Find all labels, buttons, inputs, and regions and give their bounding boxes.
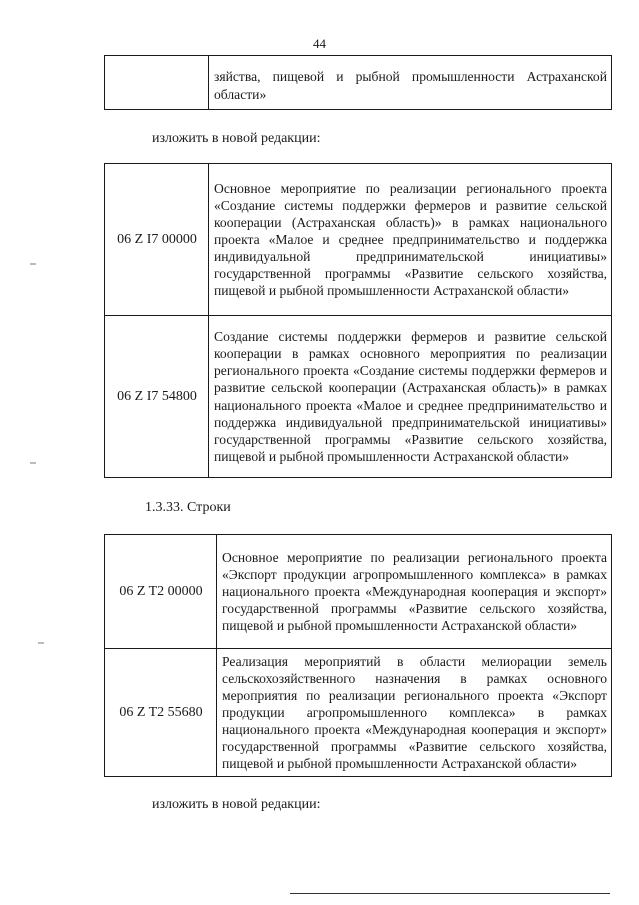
table-row [105,649,612,777]
description-cell: Создание системы поддержки фермеров и развитие сельской кооперации в рамках основного мероприятия по реализации регионального проекта «Создание системы поддержки фермеров и развитие сельской кооперации (Астраханская область)» в рамках национального проекта «Малое и среднее предпринимательство и поддержка индивидуальной предпринимательской инициативы» государственной программы «Развитие сельского хозяйства, пищевой и рыбной промышленности Астраханской области» [209,316,612,478]
table-budget-codes-1 [104,163,612,478]
table-row [105,164,612,316]
description-cell: зяйства, пищевой и рыбной промышленности Астраханской области» [209,56,612,110]
table-row [105,535,612,649]
description-cell: Основное мероприятие по реализации регионального проекта «Создание системы поддержки фермеров и развитие сельской кооперации (Астраханская область)» в рамках национального проекта «Малое и среднее предпринимательство и поддержка индивидуальной предпринимательской инициативы» государственной программы «Развитие сельского хозяйства, пищевой и рыбной промышленности Астраханской области» [209,164,612,316]
table-row [105,316,612,478]
table-top-continuation [104,55,612,110]
paragraph-new-edition-2: изложить в новой редакции: [152,797,321,812]
code-cell: 06 Z I7 00000 [105,164,209,316]
description-cell: Реализация мероприятий в области мелиорации земель сельскохозяйственного назначения в рамках основного мероприятия по реализации регионального проекта «Экспорт продукции агропромышленного комплекса» в рамках национального проекта «Международная кооперация и экспорт» государственной программы «Развитие сельского хозяйства, пищевой и рыбной промышленности Астраханской области» [217,649,612,777]
scan-artifact [30,462,36,464]
scan-artifact [30,263,36,265]
page-number: 44 [313,36,326,51]
table-row [105,56,612,110]
bottom-rule [290,893,610,894]
scan-artifact [38,642,44,644]
code-cell: 06 Z I7 54800 [105,316,209,478]
table-budget-codes-2 [104,534,612,777]
code-cell: 06 Z T2 00000 [105,535,217,649]
description-cell: Основное мероприятие по реализации регионального проекта «Экспорт продукции агропромышленного комплекса» в рамках национального проекта «Международная кооперация и экспорт» государственной программы «Развитие сельского хозяйства, пищевой и рыбной промышленности Астраханской области» [217,535,612,649]
section-heading: 1.3.33. Строки [145,500,231,515]
code-cell: 06 Z T2 55680 [105,649,217,777]
code-cell [105,56,209,110]
paragraph-new-edition: изложить в новой редакции: [152,131,321,146]
